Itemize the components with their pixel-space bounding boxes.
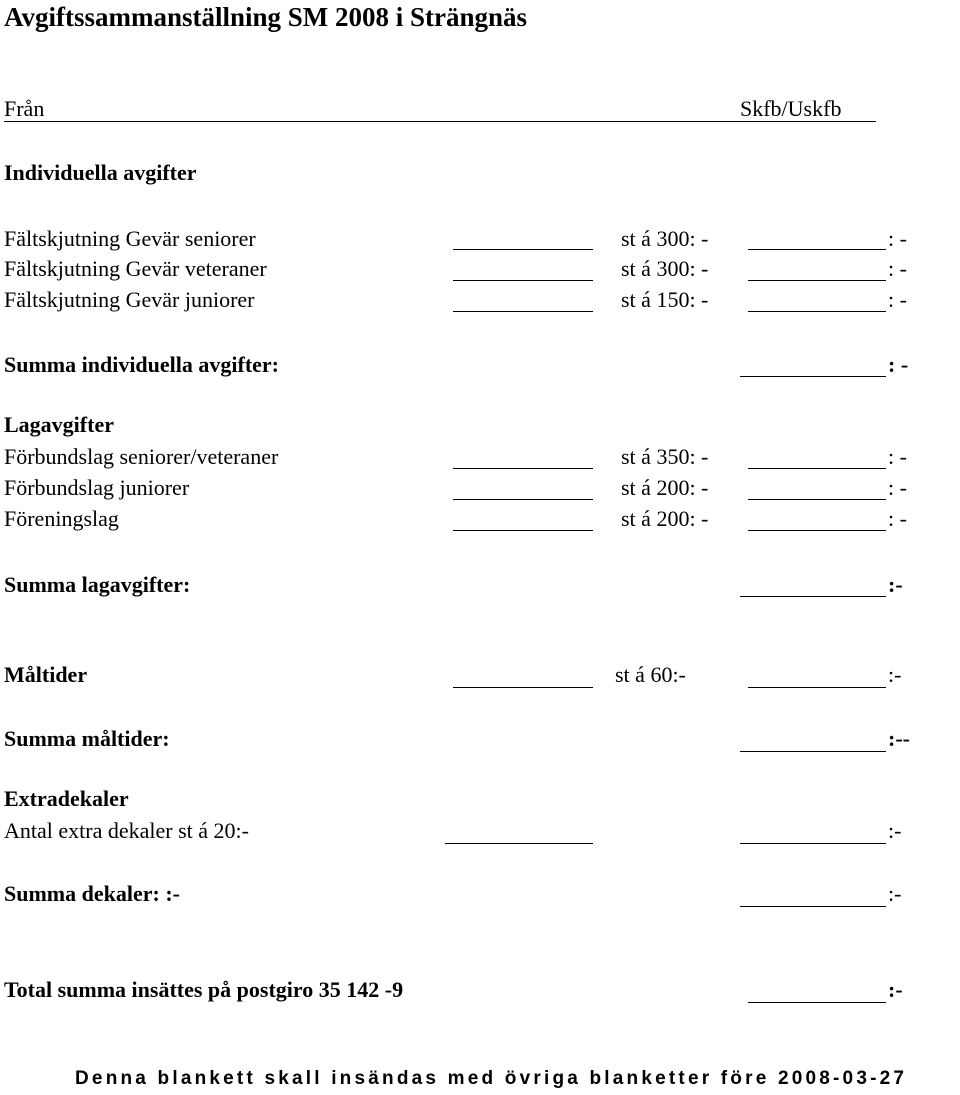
individual-total-label: Summa individuella avgifter: <box>4 352 280 377</box>
sum-field[interactable] <box>748 530 886 531</box>
decals-quantity-field[interactable] <box>445 843 593 844</box>
sum-field[interactable] <box>748 249 886 250</box>
page-title: Avgiftssammanställning SM 2008 i Strängnäs <box>4 2 528 32</box>
team-fees-heading: Lagavgifter <box>4 412 114 437</box>
decals-sum-field[interactable] <box>740 843 886 844</box>
meals-total-label: Summa måltider: <box>4 726 170 751</box>
individual-row-label: Fältskjutning Gevär juniorer <box>4 287 255 312</box>
unit-price: st á 300: - <box>621 226 709 251</box>
decals-total-label: Summa dekaler: :- <box>4 881 180 906</box>
unit-price: st á 300: - <box>621 256 709 281</box>
sum-suffix: :- <box>888 881 902 906</box>
sum-suffix: :- <box>888 818 902 843</box>
meals-quantity-field[interactable] <box>453 687 593 688</box>
grand-total-field[interactable] <box>748 1002 886 1003</box>
team-total-label: Summa lagavgifter: <box>4 572 191 597</box>
from-label: Från <box>4 96 45 121</box>
team-row-label: Föreningslag <box>4 506 119 531</box>
sum-field[interactable] <box>748 311 886 312</box>
quantity-field[interactable] <box>453 311 593 312</box>
sum-suffix: : - <box>888 256 907 281</box>
unit-price: st á 60:- <box>615 662 686 687</box>
sum-suffix: :- <box>888 572 903 597</box>
individual-total-field[interactable] <box>740 376 886 377</box>
sum-suffix: :- <box>888 662 902 687</box>
sum-suffix: :- <box>888 977 903 1002</box>
decals-heading: Extradekaler <box>4 786 129 811</box>
meals-label: Måltider <box>4 662 88 687</box>
sum-suffix: : - <box>888 226 907 251</box>
decals-total-field[interactable] <box>740 906 886 907</box>
team-total-field[interactable] <box>740 596 886 597</box>
sum-field[interactable] <box>748 280 886 281</box>
team-row-label: Förbundslag juniorer <box>4 475 190 500</box>
sum-suffix: : - <box>888 352 909 377</box>
quantity-field[interactable] <box>453 280 593 281</box>
quantity-field[interactable] <box>453 249 593 250</box>
team-row-label: Förbundslag seniorer/veteraner <box>4 444 279 469</box>
sum-suffix: :-- <box>888 726 910 751</box>
unit-price: st á 350: - <box>621 444 709 469</box>
unit-price: st á 200: - <box>621 475 709 500</box>
decals-label: Antal extra dekaler st á 20:- <box>4 818 249 843</box>
quantity-field[interactable] <box>453 468 593 469</box>
individual-row-label: Fältskjutning Gevär seniorer <box>4 226 256 251</box>
individual-row-label: Fältskjutning Gevär veteraner <box>4 256 267 281</box>
unit-price: st á 200: - <box>621 506 709 531</box>
sum-suffix: : - <box>888 287 907 312</box>
meals-sum-field[interactable] <box>748 687 886 688</box>
sum-suffix: : - <box>888 506 907 531</box>
quantity-field[interactable] <box>453 530 593 531</box>
sum-field[interactable] <box>748 468 886 469</box>
sum-field[interactable] <box>748 499 886 500</box>
footer-note: Denna blankett skall insändas med övriga blanketter före 2008-03-27 <box>75 1068 908 1089</box>
sum-suffix: : - <box>888 444 907 469</box>
meals-total-field[interactable] <box>740 751 886 752</box>
individual-fees-heading: Individuella avgifter <box>4 160 197 185</box>
unit-price: st á 150: - <box>621 287 709 312</box>
quantity-field[interactable] <box>453 499 593 500</box>
org-label: Skfb/Uskfb <box>740 96 842 121</box>
sum-suffix: : - <box>888 475 907 500</box>
grand-total-label: Total summa insättes på postgiro 35 142 -9 <box>4 977 404 1002</box>
